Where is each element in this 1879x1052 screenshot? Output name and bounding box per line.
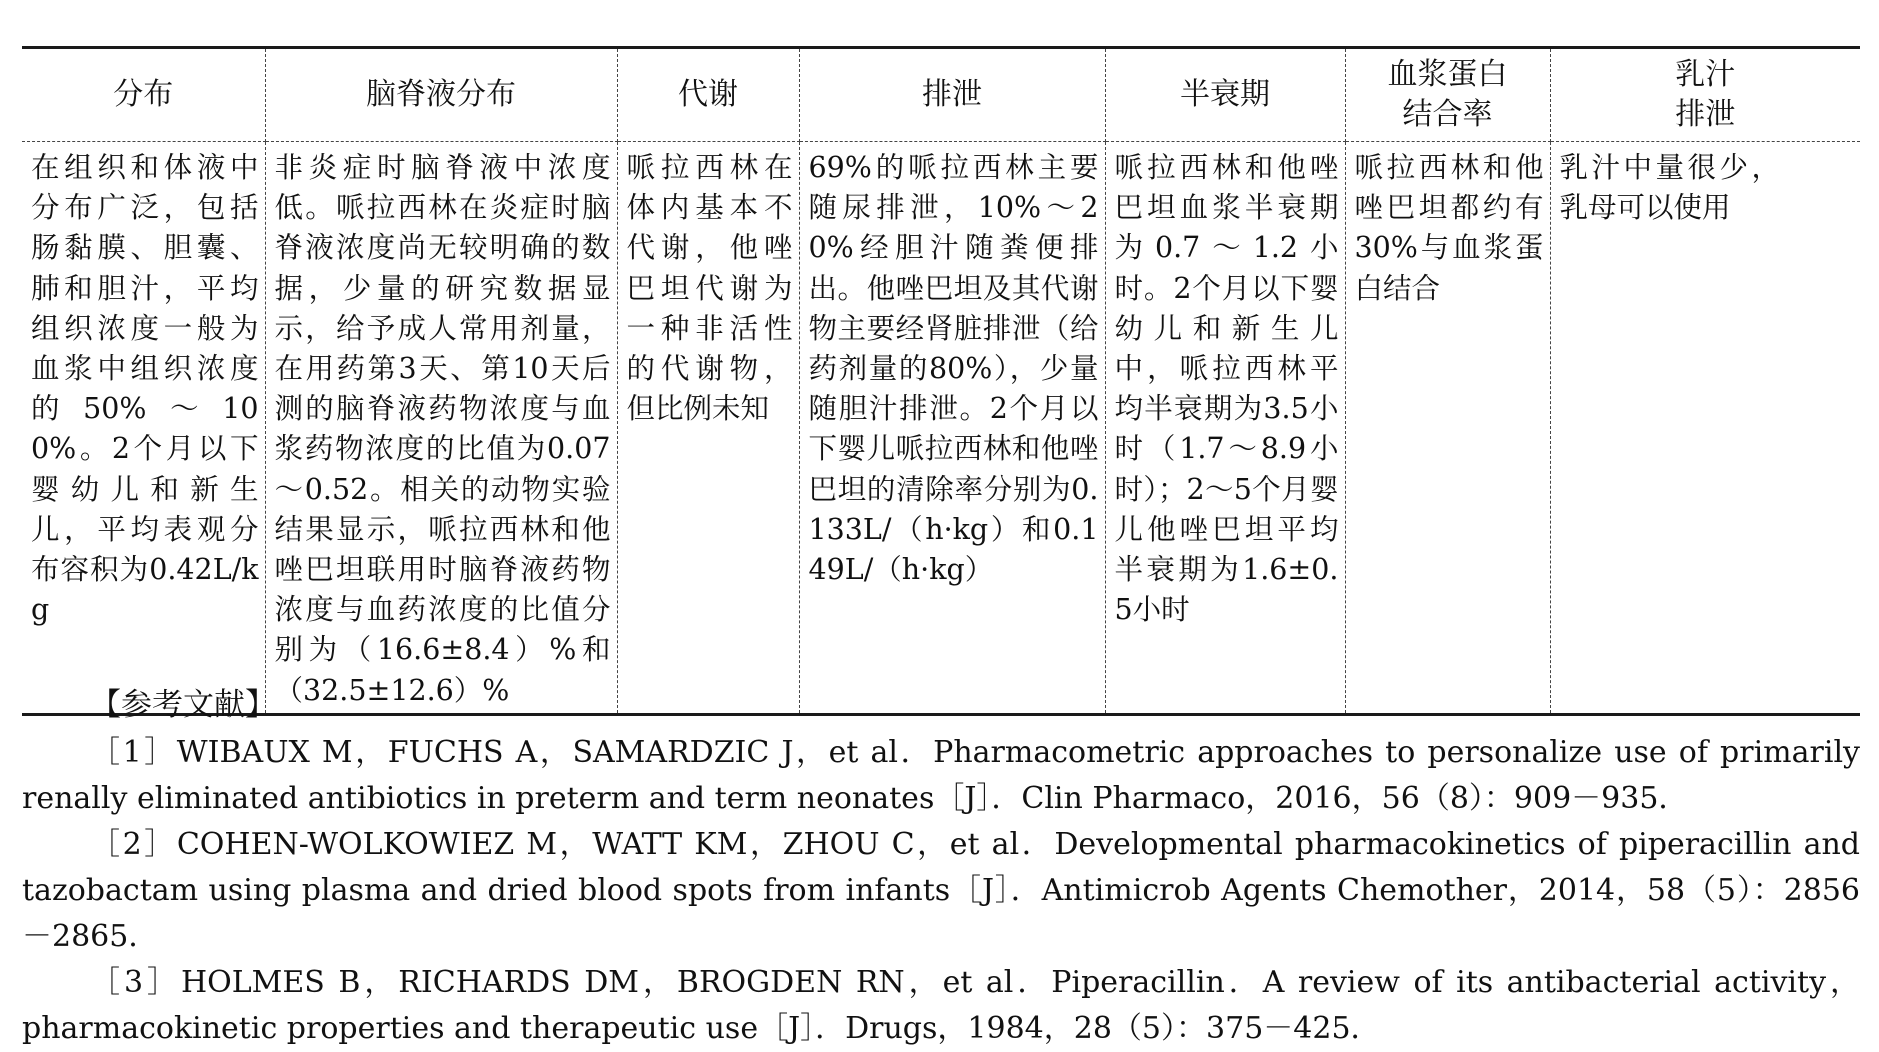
cell-metabolism: 哌拉西林在体内基本不代谢，他唑巴坦代谢为一种非活性的代谢物，但比例未知 bbox=[617, 142, 799, 715]
table-row bbox=[22, 142, 1860, 715]
cell-distribution: 在组织和体液中分布广泛，包括肠黏膜、胆囊、肺和胆汁，平均组织浓度一般为血浆中组织浓度的50%～100%。2个月以下婴幼儿和新生儿，平均表观分布容积为0.42L/kg bbox=[22, 142, 265, 715]
pharmacokinetics-table bbox=[22, 46, 1860, 716]
cell-csf-distribution: 非炎症时脑脊液中浓度低。哌拉西林在炎症时脑脊液浓度尚无较明确的数据，少量的研究数据显示，给予成人常用剂量，在用药第3天、第10天后测的脑脊液药物浓度与血浆药物浓度的比值为0.07～0.52。相关的动物实验结果显示，哌拉西林和他唑巴坦联用时脑脊液药物浓度与血药浓度的比值分别为（16.6±8.4）%和（32.5±12.6）% bbox=[265, 142, 617, 715]
header-csf-distribution: 脑脊液分布 bbox=[265, 48, 617, 142]
header-excretion: 排泄 bbox=[799, 48, 1105, 142]
header-protein-binding: 血浆蛋白结合率 bbox=[1345, 48, 1550, 142]
cell-excretion: 69%的哌拉西林主要随尿排泄，10%～20%经胆汁随粪便排出。他唑巴坦及其代谢物主要经肾脏排泄（给药剂量的80%），少量随胆汁排泄。2个月以下婴儿哌拉西林和他唑巴坦的清除率分别为0.133L/（h·kg）和0.149L/（h·kg） bbox=[799, 142, 1105, 715]
cell-half-life: 哌拉西林和他唑巴坦血浆半衰期为0.7～1.2小时。2个月以下婴幼儿和新生儿中，哌拉西林平均半衰期为3.5小时（1.7～8.9小时）；2～5个月婴儿他唑巴坦平均半衰期为1.6±0.5小时 bbox=[1105, 142, 1345, 715]
pharmacokinetics-table-section bbox=[22, 46, 1860, 716]
reference-item: ［1］WIBAUX M，FUCHS A，SAMARDZIC J，et al．Pharmacometric approaches to personalize use of primarily renally eliminated antibiotics in preterm and term neonates［J］．Clin Pharmaco，2016，56（8）：909－935． bbox=[22, 735, 1860, 816]
header-breast-milk: 乳汁排泄 bbox=[1550, 48, 1860, 142]
cell-protein-binding: 哌拉西林和他唑巴坦都约有30%与血浆蛋白结合 bbox=[1345, 142, 1550, 715]
header-distribution: 分布 bbox=[22, 48, 265, 142]
references-section bbox=[22, 682, 1860, 1052]
header-half-life: 半衰期 bbox=[1105, 48, 1345, 142]
table-header-row bbox=[22, 48, 1860, 142]
reference-item: ［3］HOLMES B，RICHARDS DM，BROGDEN RN，et al．Piperacillin．A review of its antibacterial activity，pharmacokinetic properties and therapeutic use［J］．Drugs，1984，28（5）：375－425． bbox=[22, 965, 1860, 1046]
references-heading: 【参考文献】 bbox=[90, 687, 276, 723]
reference-item: ［2］COHEN-WOLKOWIEZ M，WATT KM，ZHOU C，et al．Developmental pharmacokinetics of piperacillin and tazobactam using plasma and dried blood spots from infants［J］．Antimicrob Agents Chemother，2014，58（5）：2856－2865． bbox=[22, 827, 1860, 954]
header-metabolism: 代谢 bbox=[617, 48, 799, 142]
cell-breast-milk: 乳汁中量很少，乳母可以使用 bbox=[1559, 151, 1780, 225]
